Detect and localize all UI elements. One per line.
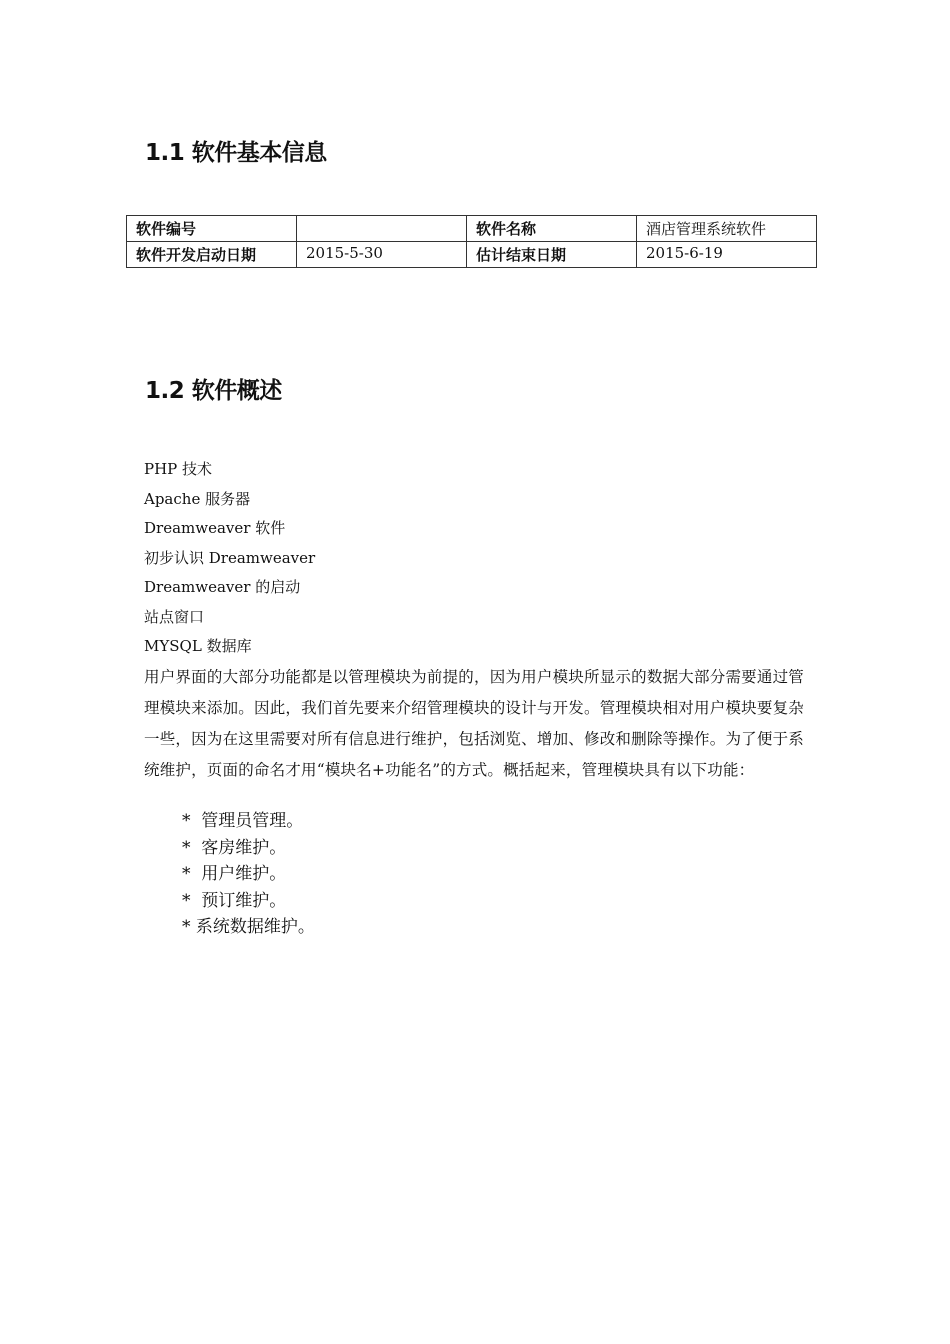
- list-item: 站点窗口: [144, 607, 205, 626]
- feature-item: * 系统数据维护。: [182, 917, 315, 937]
- list-item: 初步认识 Dreamweaver: [144, 548, 316, 567]
- feature-list: [182, 808, 315, 941]
- list-item: Dreamweaver 软件: [144, 519, 286, 537]
- list-item: Apache 服务器: [144, 489, 251, 508]
- end-date-value: 2015-6-19: [637, 242, 817, 268]
- list-item: PHP 技术: [144, 460, 213, 478]
- feature-item: * 管理员管理。: [182, 811, 304, 831]
- start-date-label: 软件开发启动日期: [127, 242, 297, 268]
- overview-body: [144, 455, 804, 786]
- software-name-label: 软件名称: [467, 216, 637, 242]
- list-item: MYSQL 数据库: [144, 637, 252, 655]
- section-heading-basic-info: 1.1 软件基本信息: [145, 140, 327, 166]
- software-id-label: 软件编号: [127, 216, 297, 242]
- feature-item: * 用户维护。: [182, 864, 287, 884]
- software-name-value: 酒店管理系统软件: [637, 216, 817, 242]
- software-id-value: [297, 216, 467, 242]
- start-date-value: 2015-5-30: [297, 242, 467, 268]
- table-row: [127, 242, 817, 268]
- table-row: [127, 216, 817, 242]
- feature-item: * 预订维护。: [182, 890, 287, 911]
- software-info-table: [126, 215, 817, 268]
- end-date-label: 估计结束日期: [467, 242, 637, 268]
- overview-paragraph: 用户界面的大部分功能都是以管理模块为前提的，因为用户模块所显示的数据大部分需要通过管理模块来添加。因此，我们首先要来介绍管理模块的设计与开发。管理模块相对用户模块要复杂一些，因为在这里需要对所有信息进行维护，包括浏览、增加、修改和删除等操作。为了便于系统维护，页面的命名才用“模块名+功能名”的方式。概括起来，管理模块具有以下功能：: [144, 667, 804, 779]
- list-item: Dreamweaver 的启动: [144, 578, 301, 596]
- section-heading-overview: 1.2 软件概述: [145, 378, 282, 404]
- feature-item: * 客房维护。: [182, 837, 287, 858]
